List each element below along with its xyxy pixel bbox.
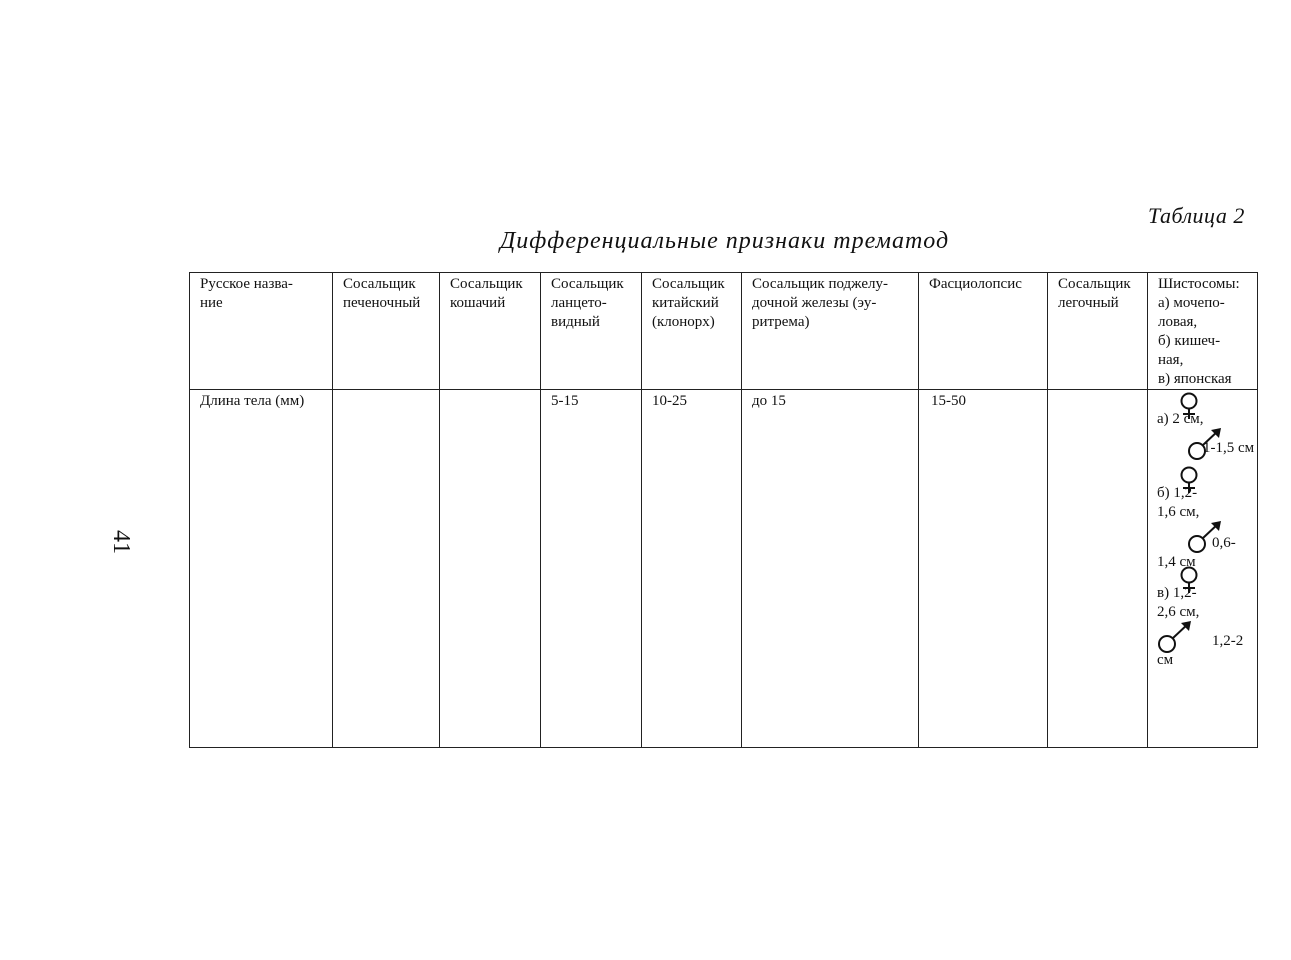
table-row bbox=[190, 390, 1258, 748]
header-cell: Русское назва- ние bbox=[190, 273, 333, 390]
schistosoma-a-female: а) 2 см, bbox=[1157, 411, 1204, 427]
schistosoma-b-female-cont: 1,6 см, bbox=[1157, 504, 1200, 520]
header-cell: Шистосомы: а) мочепо- ловая, б) кишеч- ная, в) японская bbox=[1148, 273, 1258, 390]
schistosoma-b-male: 0,6- bbox=[1212, 535, 1236, 551]
traits-table bbox=[189, 272, 1258, 748]
schistosoma-cell bbox=[1148, 390, 1258, 748]
table-cell bbox=[333, 390, 440, 748]
header-cell: Сосальщик поджелу- дочной железы (эу- ритрема) bbox=[742, 273, 919, 390]
table-cell bbox=[440, 390, 541, 748]
schistosoma-b-female: б) 1,2- bbox=[1157, 485, 1198, 501]
header-cell: Сосальщик китайский (клонорх) bbox=[642, 273, 742, 390]
header-cell: Сосальщик печеночный bbox=[333, 273, 440, 390]
schistosoma-c-male-cont: см bbox=[1157, 652, 1174, 668]
schistosoma-c-female-cont: 2,6 см, bbox=[1157, 604, 1200, 620]
table-cell: 5-15 bbox=[541, 390, 642, 748]
schistosoma-b-male-cont: 1,4 см bbox=[1157, 554, 1196, 570]
row-label: Длина тела (мм) bbox=[190, 390, 333, 748]
header-cell: Фасциолопсис bbox=[919, 273, 1048, 390]
header-cell: Сосальщик ланцето- видный bbox=[541, 273, 642, 390]
table-cell bbox=[1048, 390, 1148, 748]
schistosoma-c-male: 1,2-2 bbox=[1212, 633, 1244, 649]
header-cell: Сосальщик кошачий bbox=[440, 273, 541, 390]
page-number: 41 bbox=[108, 530, 134, 554]
table-title: Дифференциальные признаки трематод bbox=[500, 228, 950, 254]
schistosoma-c-female: в) 1,2- bbox=[1157, 585, 1197, 601]
table-cell: до 15 bbox=[742, 390, 919, 748]
table-label: Таблица 2 bbox=[1148, 203, 1245, 228]
table-cell: 10-25 bbox=[642, 390, 742, 748]
male-symbol-icon bbox=[1157, 620, 1193, 654]
header-row bbox=[190, 273, 1258, 390]
header-cell: Сосальщик легочный bbox=[1048, 273, 1148, 390]
table-cell: 15-50 bbox=[919, 390, 1048, 748]
schistosoma-a-male: 1-1,5 см bbox=[1203, 440, 1255, 456]
